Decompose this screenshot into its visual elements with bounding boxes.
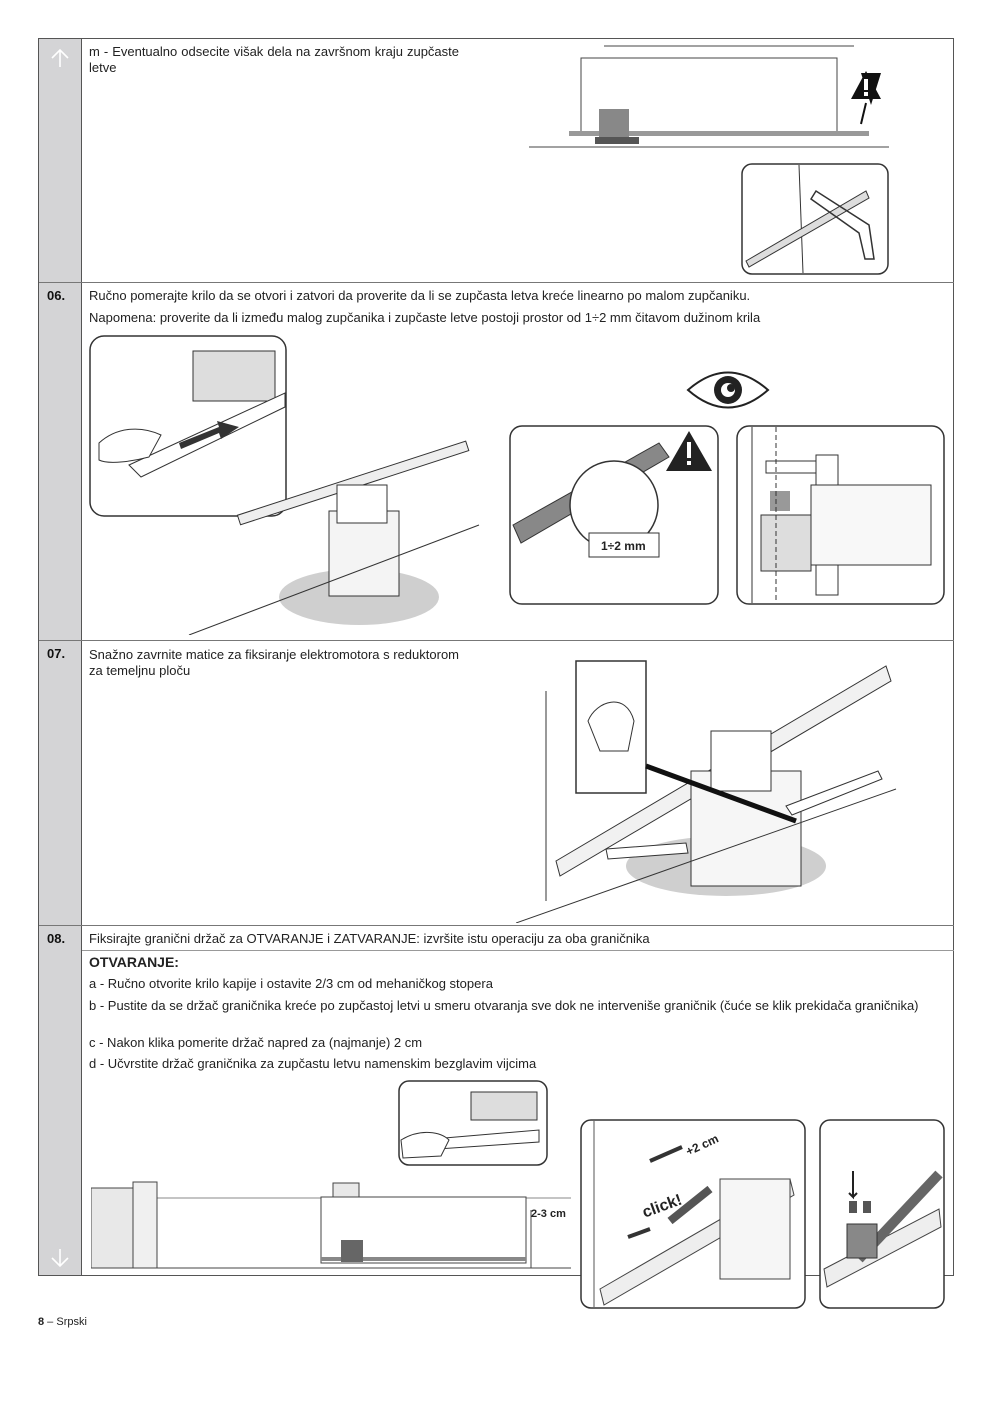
saw-cut-detail <box>741 163 889 280</box>
tighten-nuts-illustration <box>516 651 916 928</box>
step-06-row <box>39 282 954 640</box>
step-08-item-a: a - Ručno otvorite krilo kapije i ostavite 2/3 cm od mehaničkog stopera <box>89 976 493 991</box>
limit-click-illustration <box>580 1119 806 1314</box>
step-m-text: m - Eventualno odsecite višak dela na završnom kraju zupčaste letve <box>89 44 459 75</box>
distance-label: 2-3 cm <box>531 1208 566 1220</box>
step-08-item-d: d - Učvrstite držač graničnika za zupčastu letvu namenskim bezglavim vijcima <box>89 1056 537 1071</box>
step-06-number: 06. <box>47 288 66 303</box>
click-label: click! <box>640 1191 685 1222</box>
footer-separator: – <box>44 1316 57 1328</box>
step-08-divider <box>82 950 954 951</box>
step-06-text: Ručno pomerajte krilo da se otvori i zatvori da proverite da li se zupčasta letva kreće linearno po malom zupčaniku. <box>89 288 751 303</box>
step-08-item-c: c - Nakon klika pomerite držač napred za (najmanje) 2 cm <box>89 1035 423 1050</box>
step-07-text: Snažno zavrnite matice za fiksiranje elektromotora s reduktorom za temeljnu ploču <box>89 647 459 678</box>
step-08-number: 08. <box>47 931 66 946</box>
step-07-row <box>39 640 954 925</box>
warning-icon <box>849 69 883 130</box>
step-08-text: Fiksirajte granični držač za OTVARANJE i ZATVARANJE: izvršite istu operaciju za oba graničnika <box>89 931 650 946</box>
step-08-subtitle: OTVARANJE: <box>89 954 179 970</box>
step-06-note: Napomena: proverite da li između malog zupčanika i zupčaste letve postoji prostor od 1÷2 mm čitavom dužinom krila <box>89 310 761 325</box>
set-screw-detail <box>819 1119 945 1314</box>
gate-open-distance-illustration <box>91 1080 581 1275</box>
gear-clearance-side-view <box>736 425 946 610</box>
rack-cut-illustration <box>529 43 889 158</box>
manual-gate-push-illustration <box>89 335 489 640</box>
gear-rack-gap-detail <box>509 425 719 610</box>
instruction-sheet <box>38 38 954 1276</box>
page-number: 8 <box>38 1316 45 1328</box>
step-08-item-b: b - Pustite da se držač graničnika kreće po zupčastoj letvi u smeru otvaranja sve dok ne interveniše graničnik (čuće se klik prekidača graničnika) <box>89 998 919 1013</box>
eye-icon <box>685 365 771 420</box>
gap-label: 1÷2 mm <box>601 539 646 553</box>
step-m-row <box>39 39 954 282</box>
step-08-row <box>39 925 954 1277</box>
page-footer <box>38 1316 87 1328</box>
footer-language: Srpski <box>56 1316 87 1328</box>
step-07-number: 07. <box>47 646 66 661</box>
plus-distance-label: +2 cm <box>683 1131 721 1159</box>
